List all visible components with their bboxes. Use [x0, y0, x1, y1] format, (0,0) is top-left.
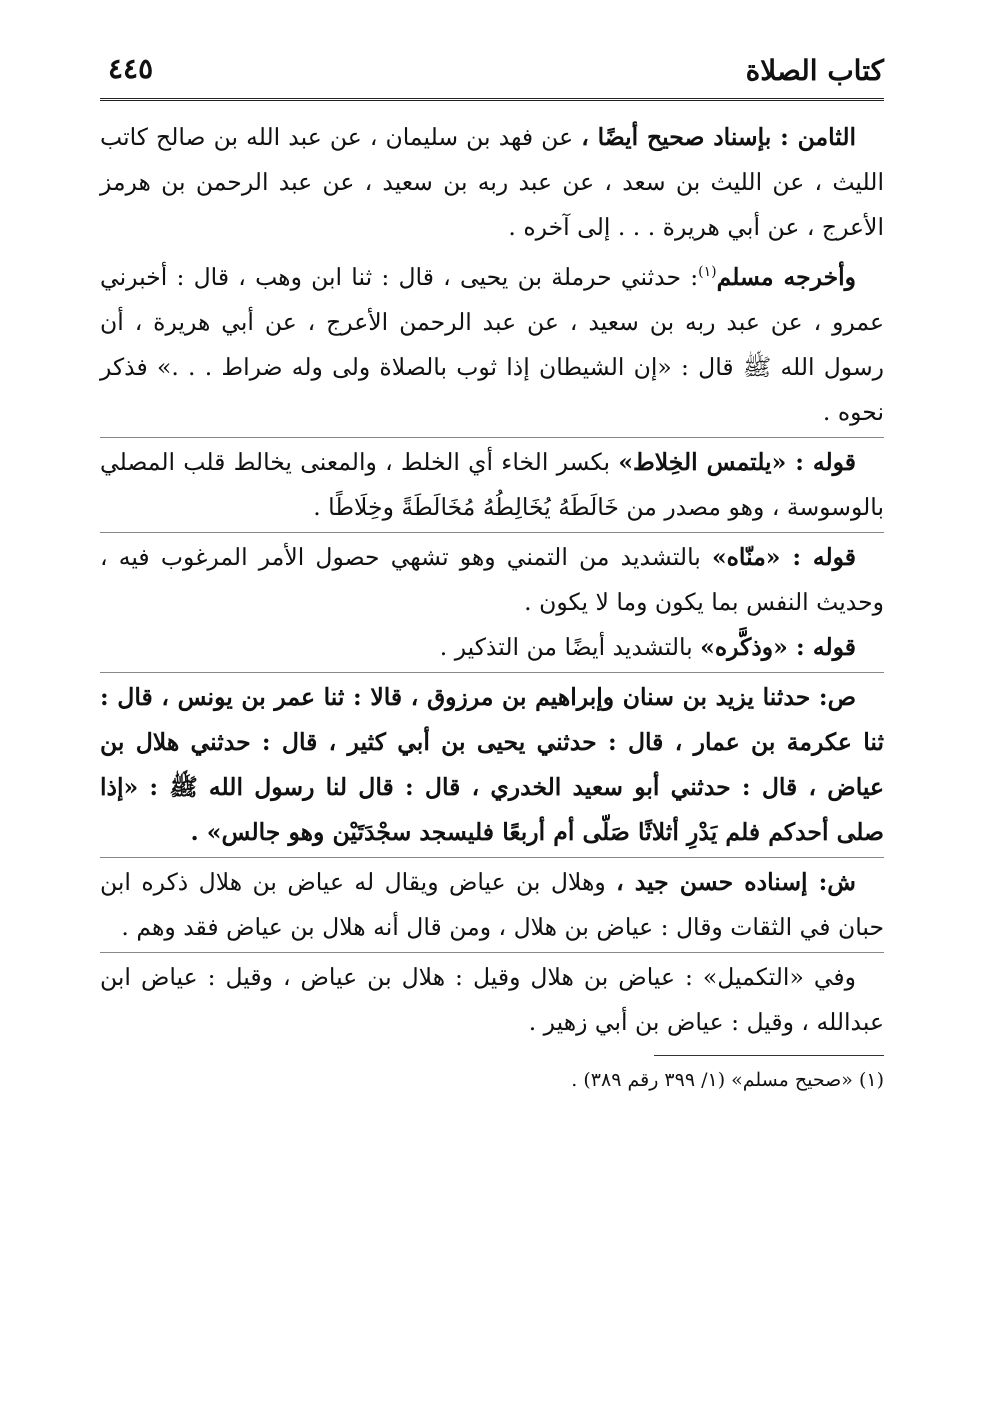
paragraph-6 — [100, 675, 884, 855]
paragraph-2 — [100, 250, 884, 435]
paragraph-lead: ص: — [818, 682, 856, 711]
paragraph-lead: وأخرجه مسلم — [716, 262, 856, 291]
section-divider — [100, 437, 884, 438]
paragraph-8 — [100, 955, 884, 1045]
paragraph-text: : حدثني حرملة بن يحيى ، قال : ثنا ابن وهب ، قال : أخبرني عمرو ، عن عبد ربه بن سعيد ، عن عبد الرحمن الأعرج ، عن أبي هريرة ، أن رسول الله ﷺ قال : «إن الشيطان إذا ثوب بالصلاة ولى وله ضراط . . .» فذكر نحوه . — [100, 262, 884, 426]
paragraph-text: بالتشديد من التمني وهو تشهي حصول الأمر المرغوب فيه ، وحديث النفس بما يكون وما لا يكون . — [100, 542, 884, 616]
paragraph-5 — [100, 625, 884, 670]
paragraph-lead: قوله : «وذكَّره» — [700, 632, 856, 661]
section-divider — [100, 857, 884, 858]
page-body — [100, 115, 884, 1098]
paragraph-text: حدثنا يزيد بن سنان وإبراهيم بن مرزوق ، قالا : ثنا عمر بن يونس ، قال : ثنا عكرمة بن عمار ، قال : حدثني يحيى بن أبي كثير ، قال : حدثني هلال بن عياض ، قال : حدثني أبو سعيد الخدري ، قال : قال لنا رسول الله ﷺ : «إذا صلى أحدكم فلم يَدْرِ أثلاثًا صَلّى أم أربعًا فليسجد سجْدَتَيْن وهو جالس» . — [100, 682, 884, 846]
book-page — [100, 48, 884, 1388]
paragraph-text: بالتشديد أيضًا من التذكير . — [439, 632, 701, 661]
chapter-title: كتاب الصلاة — [745, 54, 884, 87]
paragraph-text: عن فهد بن سليمان ، عن عبد الله بن صالح كاتب الليث ، عن الليث بن سعد ، عن عبد ربه بن سعيد ، عن عبد الرحمن بن هرمز الأعرج ، عن أبي هريرة . . . إلى آخره . — [100, 123, 884, 241]
paragraph-lead: ش: إسناده حسن جيد ، — [616, 867, 856, 896]
paragraph-3 — [100, 440, 884, 530]
paragraph-text: وفي «التكميل» : عياض بن هلال وقيل : هلال بن عياض ، وقيل : عياض ابن عبدالله ، وقيل : عياض بن أبي زهير . — [100, 962, 884, 1036]
paragraph-1 — [100, 115, 884, 250]
page-header — [100, 48, 884, 101]
paragraph-text: وهلال بن عياض ويقال له عياض بن هلال ذكره ابن حبان في الثقات وقال : عياض بن هلال ، ومن قال أنه هلال بن عياض فقد وهم . — [100, 867, 884, 941]
footnote-marker[interactable]: (١) — [698, 264, 717, 280]
page-number: ٤٤٥ — [108, 52, 154, 85]
paragraph-text: بكسر الخاء أي الخلط ، والمعنى يخالط قلب المصلي بالوسوسة ، وهو مصدر من خَالَطَهُ يُخَالِطُهُ مُخَالَطَةً وخِلَاطًا . — [100, 447, 884, 521]
paragraph-4 — [100, 535, 884, 625]
paragraph-lead: قوله : «يلتمس الخِلاط» — [618, 447, 856, 476]
paragraph-lead: قوله : «منّاه» — [711, 542, 857, 571]
section-divider — [100, 532, 884, 533]
paragraph-7 — [100, 860, 884, 950]
section-divider — [100, 952, 884, 953]
paragraph-lead: الثامن : بإسناد صحيح أيضًا ، — [581, 123, 857, 151]
section-divider — [100, 672, 884, 673]
footnote: (١) «صحيح مسلم» (١/ ٣٩٩ رقم ٣٨٩) . — [571, 1068, 884, 1091]
footnote-divider — [654, 1055, 884, 1056]
